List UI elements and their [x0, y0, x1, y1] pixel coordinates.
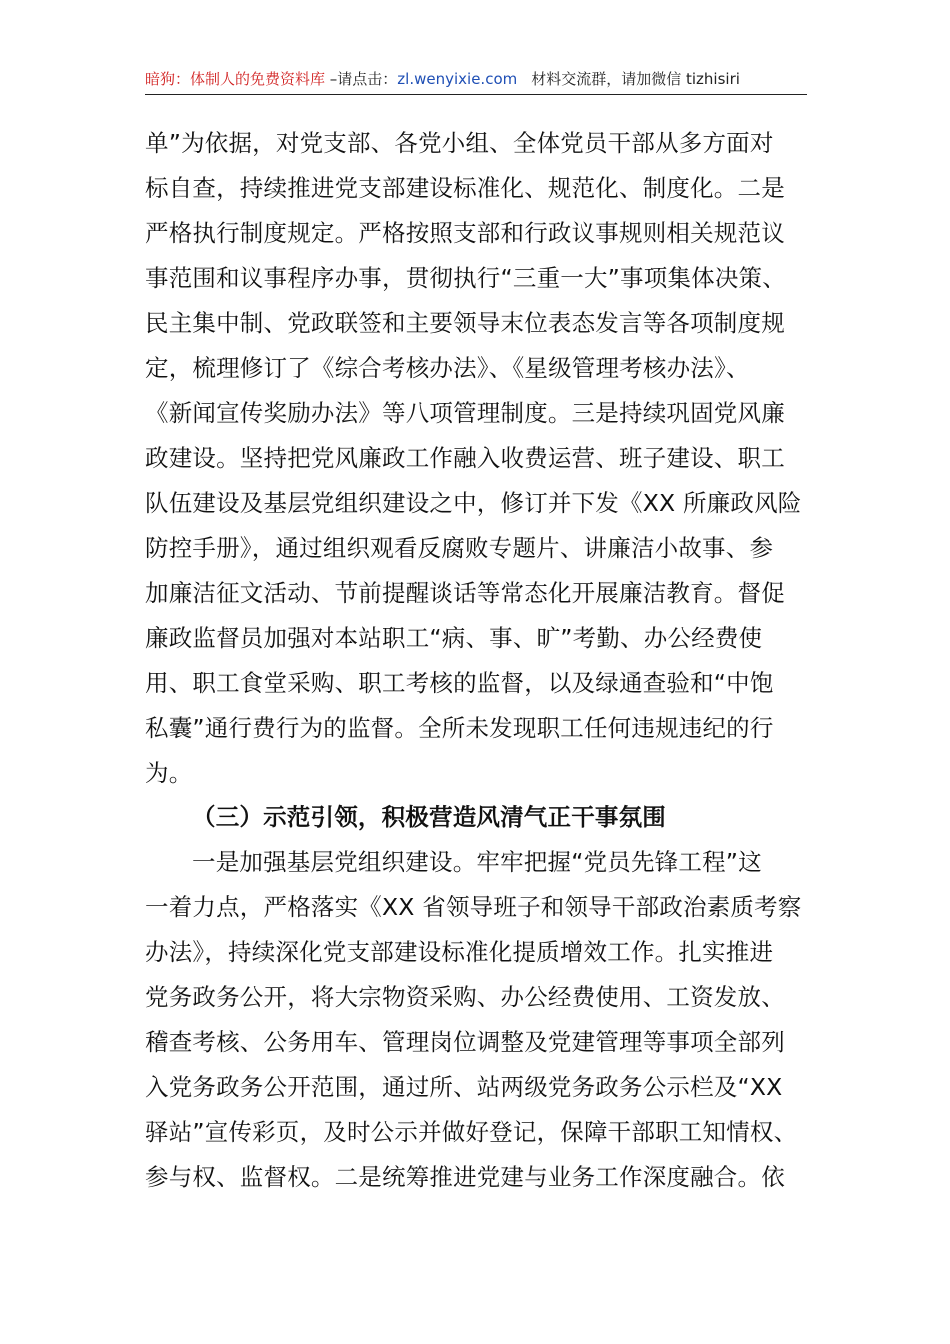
body-line: 严格执行制度规定。严格按照支部和行政议事规则相关规范议	[145, 219, 785, 247]
section-line: 党务政务公开，将大宗物资采购、办公经费使用、工资发放、	[145, 983, 785, 1011]
section-line: 一是加强基层党组织建设。牢牢把握“党员先锋工程”这	[192, 848, 762, 876]
body-line: 加廉洁征文活动、节前提醒谈话等常态化开展廉洁教育。督促	[145, 579, 785, 607]
body-line: 廉政监督员加强对本站职工“病、事、旷”考勤、办公经费使	[145, 624, 763, 652]
body-line: 事范围和议事程序办事，贯彻执行“三重一大”事项集体决策、	[145, 264, 786, 292]
section-line: 参与权、监督权。二是统筹推进党建与业务工作深度融合。依	[145, 1163, 785, 1191]
body-line: 防控手册》，通过组织观看反腐败专题片、讲廉洁小故事、参	[145, 534, 774, 562]
header-wechat-note: 材料交流群，请加微信 tizhisiri	[531, 70, 740, 88]
body-line: 《新闻宣传奖励办法》等八项管理制度。三是持续巩固党风廉	[145, 399, 785, 427]
body-line: 政建设。坚持把党风廉政工作融入收费运营、班子建设、职工	[145, 444, 785, 472]
header-brand: 暗狗：体制人的免费资料库	[145, 70, 326, 88]
header-link[interactable]: zl.wenyixie.com	[397, 70, 518, 88]
body-line: 标自查，持续推进党支部建设标准化、规范化、制度化。二是	[145, 174, 785, 202]
body-line: 用、职工食堂采购、职工考核的监督，以及绿通查验和“中饱	[145, 669, 774, 697]
section-line: 稽查考核、公务用车、管理岗位调整及党建管理等事项全部列	[145, 1028, 785, 1056]
body-line: 队伍建设及基层党组织建设之中，修订并下发《XX 所廉政风险	[145, 489, 802, 517]
header-prompt: –请点击：	[325, 70, 398, 88]
section-line: 驿站”宣传彩页，及时公示并做好登记，保障干部职工知情权、	[145, 1118, 798, 1146]
section-line: 办法》，持续深化党支部建设标准化提质增效工作。扎实推进	[145, 938, 774, 966]
body-line: 单”为依据，对党支部、各党小组、全体党员干部从多方面对	[145, 129, 774, 157]
section-line: 一着力点，严格落实《XX 省领导班子和领导干部政治素质考察	[145, 893, 802, 921]
section-heading: （三）示范引领，积极营造风清气正干事氛围	[192, 803, 666, 831]
body-line: 私囊”通行费行为的监督。全所未发现职工任何违规违纪的行	[145, 714, 774, 742]
body-line: 为。	[145, 759, 193, 787]
page-header	[145, 66, 807, 95]
body-line: 定，梳理修订了《综合考核办法》、《星级管理考核办法》、	[145, 354, 750, 382]
section-line: 入党务政务公开范围，通过所、站两级党务政务公示栏及“XX	[145, 1073, 783, 1101]
body-line: 民主集中制、党政联签和主要领导末位表态发言等各项制度规	[145, 309, 785, 337]
